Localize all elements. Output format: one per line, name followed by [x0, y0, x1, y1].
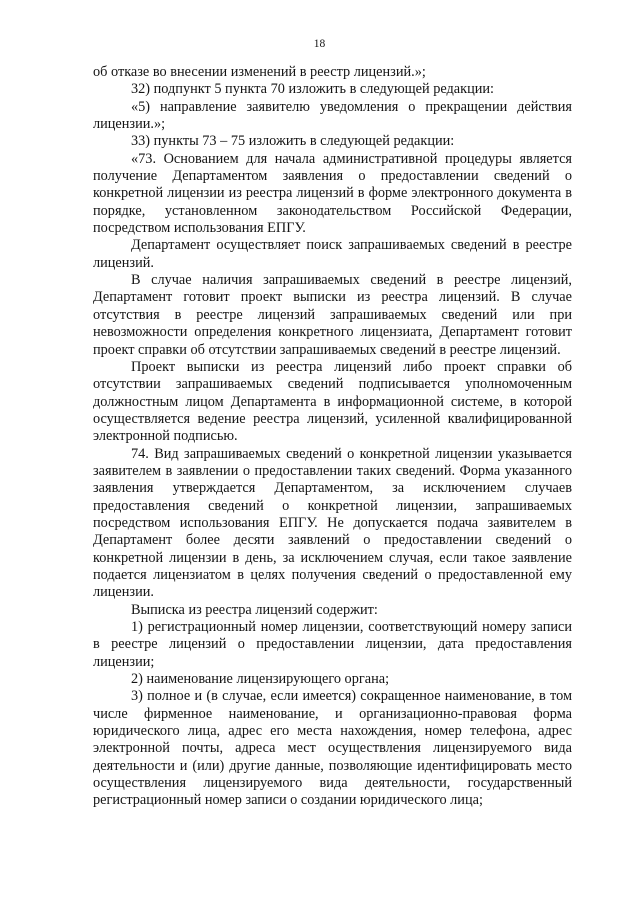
paragraph: Департамент осуществляет поиск запрашиваемых сведений в реестре лицензий.: [93, 237, 572, 271]
paragraph: 1) регистрационный номер лицензии, соответствующий номеру записи в реестре лицензий о предоставлении лицензии, дата предоставления лицензии;: [93, 619, 572, 670]
paragraph: 74. Вид запрашиваемых сведений о конкретной лицензии указывается заявителем в заявлении о предоставлении таких сведений. Форма указанного заявления утверждается Департаментом, за исключением случаев предоставления сведений о конкретной лицензии, запрашиваемых посредством использования ЕПГУ. Не допускается подача заявителем в Департамент более десяти заявлений о предоставлении сведений о конкретной лицензии в день, за исключением случая, если такое заявление подается лицензиатом в целях получения сведений о предоставленной ему лицензии.: [93, 445, 572, 601]
paragraph: Выписка из реестра лицензий содержит:: [131, 601, 378, 618]
paragraph: «73. Основанием для начала административной процедуры является получение Департаментом заявления о предоставлении сведений о конкретной лицензии из реестра лицензий в форме электронного документа в порядке, установленном законодательством Российской Федерации, посредством использования ЕПГУ.: [93, 150, 572, 237]
paragraph: 2) наименование лицензирующего органа;: [131, 671, 390, 688]
paragraph: В случае наличия запрашиваемых сведений в реестре лицензий, Департамент готовит проект выписки из реестра лицензий. В случае отсутствия в реестре лицензий запрашиваемых сведений или при невозможности определения конкретного лицензиата, Департамент готовит проект справки об отсутствии запрашиваемых сведений в реестре лицензий.: [93, 272, 572, 358]
paragraph: об отказе во внесении изменений в реестр лицензий.»;: [93, 64, 426, 80]
page-number: 18: [313, 38, 326, 50]
paragraph: Проект выписки из реестра лицензий либо проект справки об отсутствии запрашиваемых сведений подписывается уполномоченным должностным лицом Департамента в информационной системе, в которой осуществляется ведение реестра лицензий, усиленной квалифицированной электронной подписью.: [93, 358, 572, 445]
paragraph: 32) подпункт 5 пункта 70 изложить в следующей редакции:: [131, 81, 495, 98]
paragraph: «5) направление заявителю уведомления о прекращении действия лицензии.»;: [93, 98, 572, 133]
document-body: [93, 64, 572, 810]
paragraph: 3) полное и (в случае, если имеется) сокращенное наименование, в том числе фирменное наименование, и организационно-правовая форма юридического лица, адрес его места нахождения, номер телефона, адрес электронной почты, адреса мест осуществления лицензируемого вида деятельности и (или) другие данные, позволяющие идентифицировать место осуществления лицензируемого вида деятельности, государственный регистрационный номер записи о создании юридического лица;: [93, 688, 572, 809]
paragraph: 33) пункты 73 – 75 изложить в следующей редакции:: [131, 133, 455, 150]
